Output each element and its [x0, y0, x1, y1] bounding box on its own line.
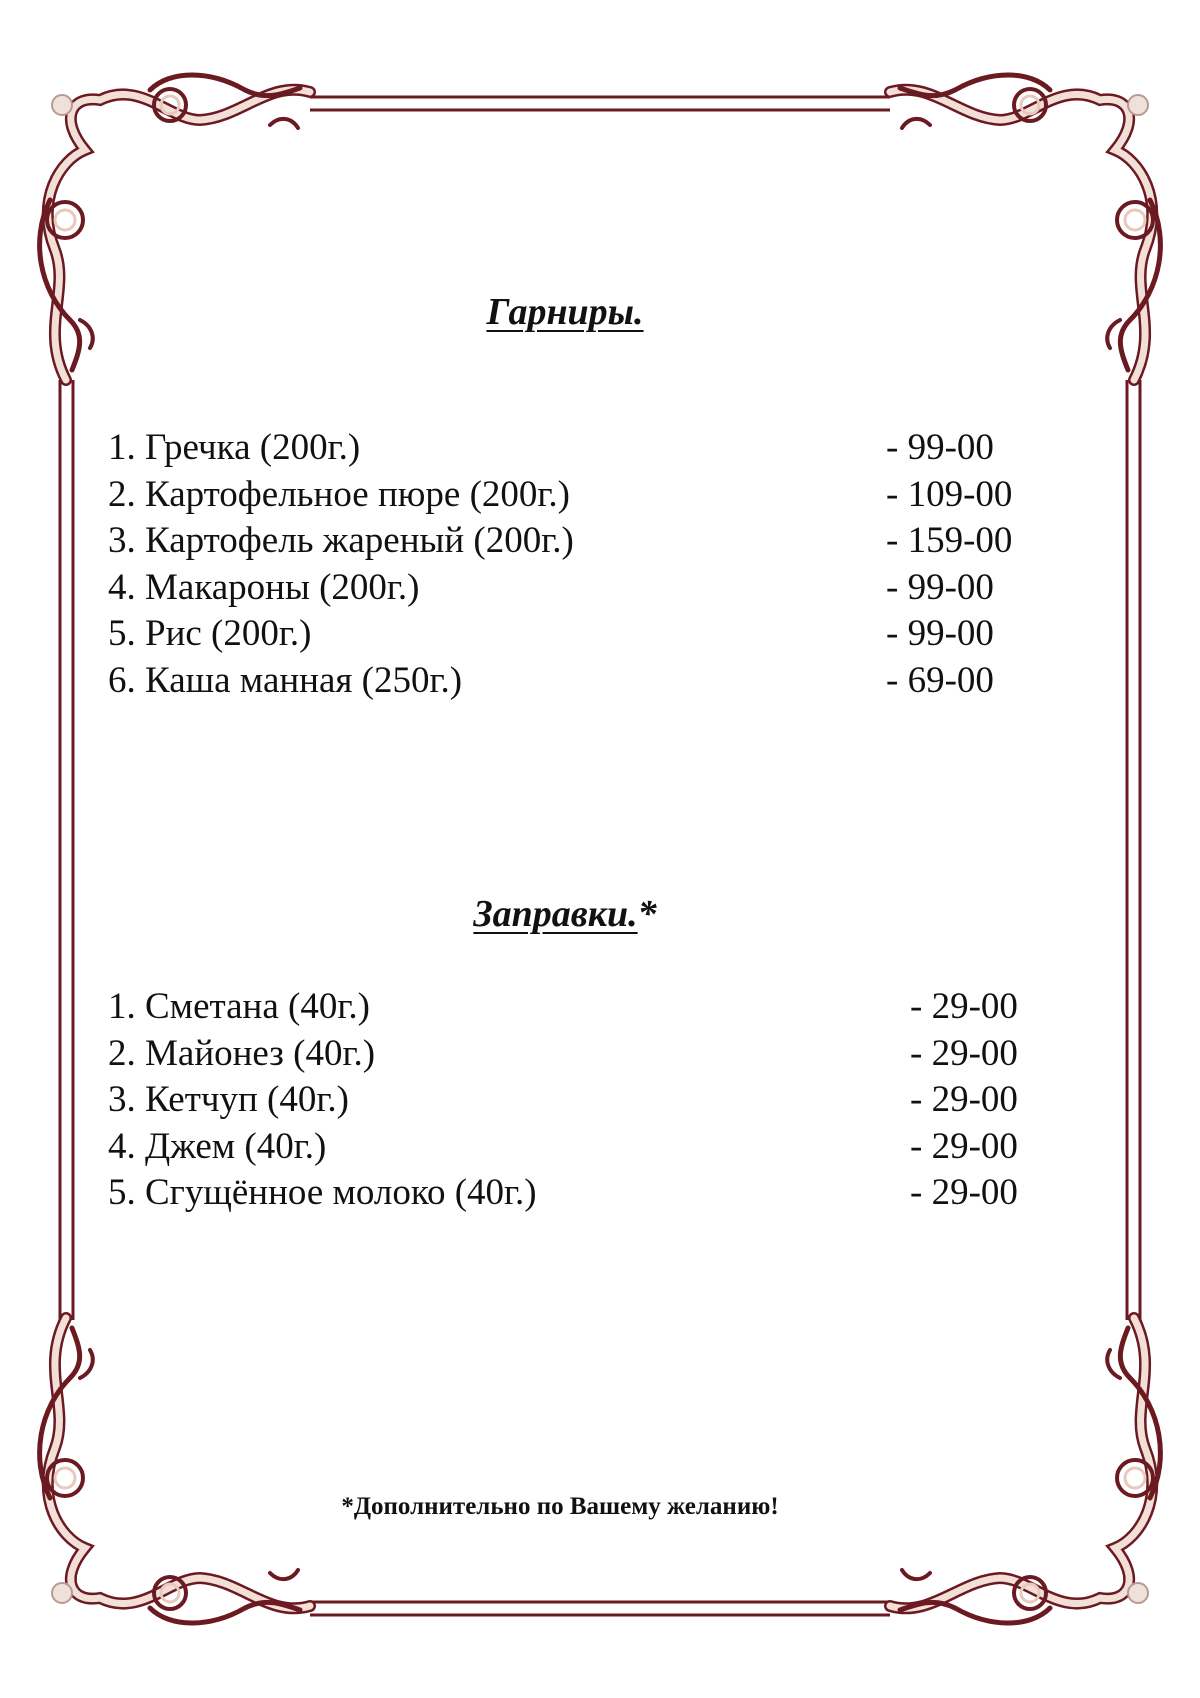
menu-item-price: - 29-00: [910, 1032, 1018, 1074]
menu-item-price: - 29-00: [910, 1079, 1018, 1120]
menu-item-price: - 29-00: [910, 1172, 1018, 1213]
corner-ornament-bottom-right: [890, 1318, 1160, 1623]
menu-item: [108, 1124, 1048, 1171]
menu-item: [108, 472, 1048, 519]
menu-item: [108, 565, 1048, 612]
section-title-text: Гарниры.: [486, 291, 644, 333]
menu-item-name: 5. Сгущённое молоко (40г.): [108, 1172, 537, 1213]
menu-item: [108, 658, 1048, 705]
corner-ornament-top-left: [40, 75, 310, 380]
menu-item: [108, 425, 1048, 472]
menu-item-price: - 109-00: [886, 473, 1013, 515]
menu-item-name: 3. Картофель жареный (200г.): [108, 520, 574, 561]
section-title-text: Заправки.: [473, 893, 638, 935]
footnote-mark: *: [637, 893, 657, 935]
sauces-menu-list: [108, 984, 1048, 1217]
menu-item-name: 3. Кетчуп (40г.): [108, 1079, 349, 1120]
menu-item-name: 2. Майонез (40г.): [108, 1032, 376, 1074]
menu-item-name: 4. Джем (40г.): [108, 1125, 327, 1167]
menu-item-name: 5. Рис (200г.): [108, 613, 312, 654]
menu-item-price: - 29-00: [910, 986, 1018, 1027]
menu-item: [108, 1031, 1048, 1078]
menu-item: [108, 518, 1048, 565]
menu-item-price: - 99-00: [886, 427, 994, 468]
footnote-text: *Дополнительно по Вашему желанию!: [341, 1493, 779, 1520]
menu-item-price: - 99-00: [886, 613, 994, 654]
menu-item: [108, 1170, 1048, 1217]
menu-item-price: - 99-00: [886, 566, 994, 608]
menu-item: [108, 611, 1048, 658]
section-title-sauces: [0, 892, 1130, 936]
menu-item-name: 2. Картофельное пюре (200г.): [108, 473, 570, 515]
menu-item-name: 4. Макароны (200г.): [108, 566, 420, 608]
menu-item: [108, 984, 1048, 1031]
section-title-garnish: [0, 290, 1130, 334]
menu-item-name: 1. Сметана (40г.): [108, 986, 370, 1027]
corner-ornament-bottom-left: [40, 1318, 310, 1623]
menu-item-price: - 29-00: [910, 1125, 1018, 1167]
menu-item-name: 1. Гречка (200г.): [108, 427, 361, 468]
menu-item: [108, 1077, 1048, 1124]
corner-ornament-top-right: [890, 75, 1160, 380]
garnish-menu-list: [108, 425, 1048, 704]
menu-item-price: - 69-00: [886, 659, 994, 701]
menu-item-price: - 159-00: [886, 520, 1013, 561]
menu-item-name: 6. Каша манная (250г.): [108, 659, 463, 701]
